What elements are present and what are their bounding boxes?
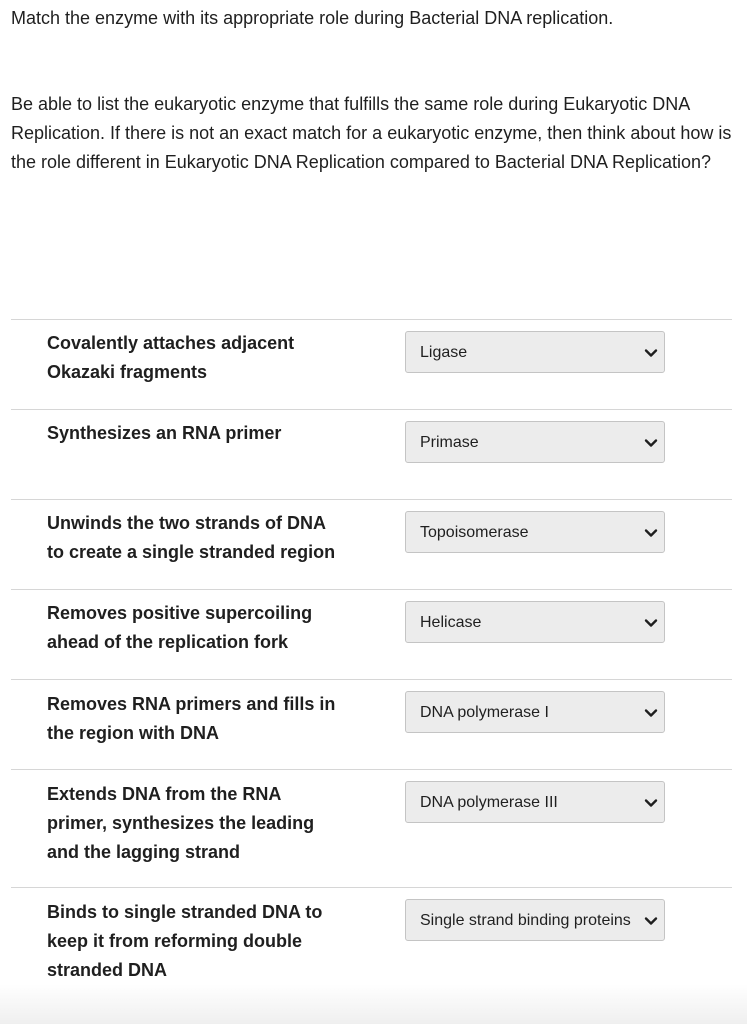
chevron-down-icon — [643, 705, 659, 721]
role-text: Extends DNA from the RNA primer, synthesizes the leading and the lagging strand — [47, 784, 315, 862]
enzyme-select[interactable] — [405, 601, 665, 643]
selected-enzyme: DNA polymerase I — [420, 704, 549, 721]
row-divider — [11, 319, 732, 320]
chevron-down-icon — [643, 435, 659, 451]
enzyme-select[interactable] — [405, 781, 665, 823]
enzyme-select[interactable] — [405, 511, 665, 553]
row-divider — [11, 499, 732, 500]
bottom-fade — [0, 984, 747, 1024]
selected-enzyme: Primase — [420, 434, 479, 451]
row-divider — [11, 769, 732, 770]
chevron-down-icon — [643, 615, 659, 631]
instructions-text: Be able to list the eukaryotic enzyme that fulfills the same role during Eukaryotic DNA Replication. If there is not an exact match for a eukaryotic enzyme, then think about how is the role different in Eukaryotic DNA Replication compared to Bacterial DNA Replication? — [11, 94, 732, 172]
role-text: Unwinds the two strands of DNA to create a single stranded region — [47, 513, 336, 562]
role-text: Synthesizes an RNA primer — [47, 423, 282, 443]
row-divider — [11, 887, 732, 888]
row-divider — [11, 589, 732, 590]
enzyme-select[interactable] — [405, 899, 665, 941]
enzyme-select[interactable] — [405, 691, 665, 733]
selected-enzyme: Ligase — [420, 344, 468, 361]
role-text: Covalently attaches adjacent Okazaki fragments — [47, 333, 295, 382]
enzyme-select[interactable] — [405, 421, 665, 463]
role-text: Removes positive supercoiling ahead of the replication fork — [47, 603, 313, 652]
chevron-down-icon — [643, 795, 659, 811]
role-text: Removes RNA primers and fills in the region with DNA — [47, 694, 336, 743]
selected-enzyme: DNA polymerase III — [420, 794, 558, 811]
question-text: Match the enzyme with its appropriate role during Bacterial DNA replication. — [11, 8, 614, 28]
row-divider — [11, 679, 732, 680]
chevron-down-icon — [643, 913, 659, 929]
selected-enzyme: Helicase — [420, 614, 482, 631]
chevron-down-icon — [643, 525, 659, 541]
selected-enzyme: Topoisomerase — [420, 524, 529, 541]
role-text: Binds to single stranded DNA to keep it from reforming double stranded DNA — [47, 902, 323, 980]
enzyme-select[interactable] — [405, 331, 665, 373]
chevron-down-icon — [643, 345, 659, 361]
row-divider — [11, 409, 732, 410]
selected-enzyme: Single strand binding proteins — [420, 912, 631, 929]
